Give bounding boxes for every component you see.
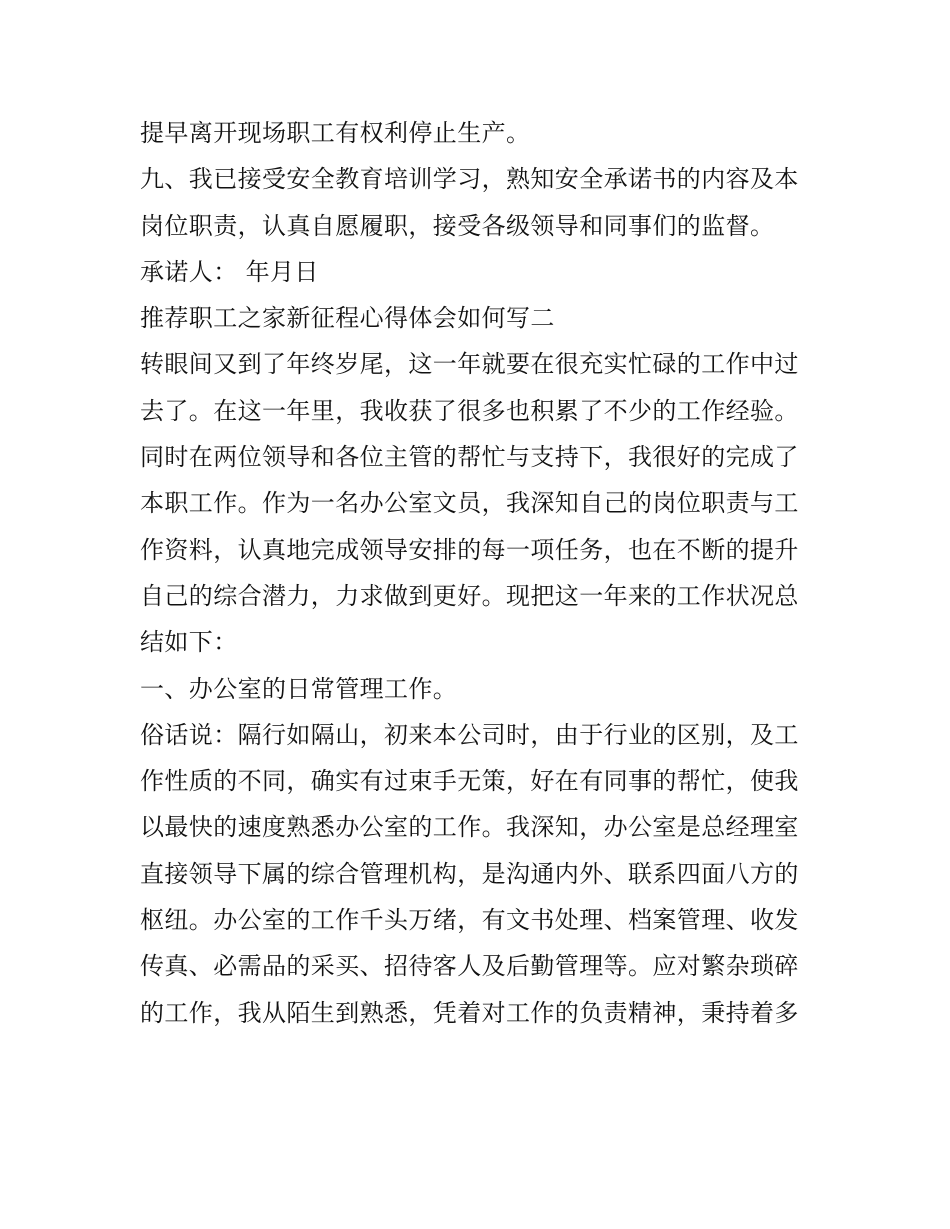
subsection-heading: 一、办公室的日常管理工作。 [140, 674, 458, 703]
text-line: 作资料，认真地完成领导安排的每一项任务，也在不断的提升 [140, 535, 799, 564]
text-line: 结如下： [140, 628, 238, 657]
text-line: 以最快的速度熟悉办公室的工作。我深知，办公室是总经理室 [140, 813, 799, 842]
text-line: 九、我已接受安全教育培训学习，熟知安全承诺书的内容及本 [140, 165, 799, 194]
text-line: 枢纽。办公室的工作千头万绪，有文书处理、档案管理、收发 [140, 906, 799, 935]
document-body [140, 110, 820, 1036]
text-line: 转眼间又到了年终岁尾，这一年就要在很充实忙碌的工作中过 [140, 350, 799, 379]
text-line: 直接领导下属的综合管理机构，是沟通内外、联系四面八方的 [140, 859, 799, 888]
text-line: 传真、必需品的采买、招待客人及后勤管理等。应对繁杂琐碎 [140, 952, 799, 981]
section-title: 推荐职工之家新征程心得体会如何写二 [140, 304, 555, 333]
text-line: 的工作，我从陌生到熟悉，凭着对工作的负责精神，秉持着多 [140, 998, 799, 1027]
text-line: 去了。在这一年里，我收获了很多也积累了不少的工作经验。 [140, 396, 799, 425]
text-line: 提早离开现场职工有权利停止生产。 [140, 119, 531, 147]
text-line: 本职工作。作为一名办公室文员，我深知自己的岗位职责与工 [140, 489, 799, 518]
signature-line: 承诺人： 年月日 [140, 257, 319, 286]
text-line: 自己的综合潜力，力求做到更好。现把这一年来的工作状况总 [140, 581, 799, 610]
text-line: 俗话说：隔行如隔山，初来本公司时，由于行业的区别，及工 [140, 720, 799, 749]
text-line: 作性质的不同，确实有过束手无策，好在有同事的帮忙，使我 [140, 767, 799, 796]
text-line: 同时在两位领导和各位主管的帮忙与支持下，我很好的完成了 [140, 443, 799, 472]
text-line: 岗位职责，认真自愿履职，接受各级领导和同事们的监督。 [140, 211, 775, 240]
